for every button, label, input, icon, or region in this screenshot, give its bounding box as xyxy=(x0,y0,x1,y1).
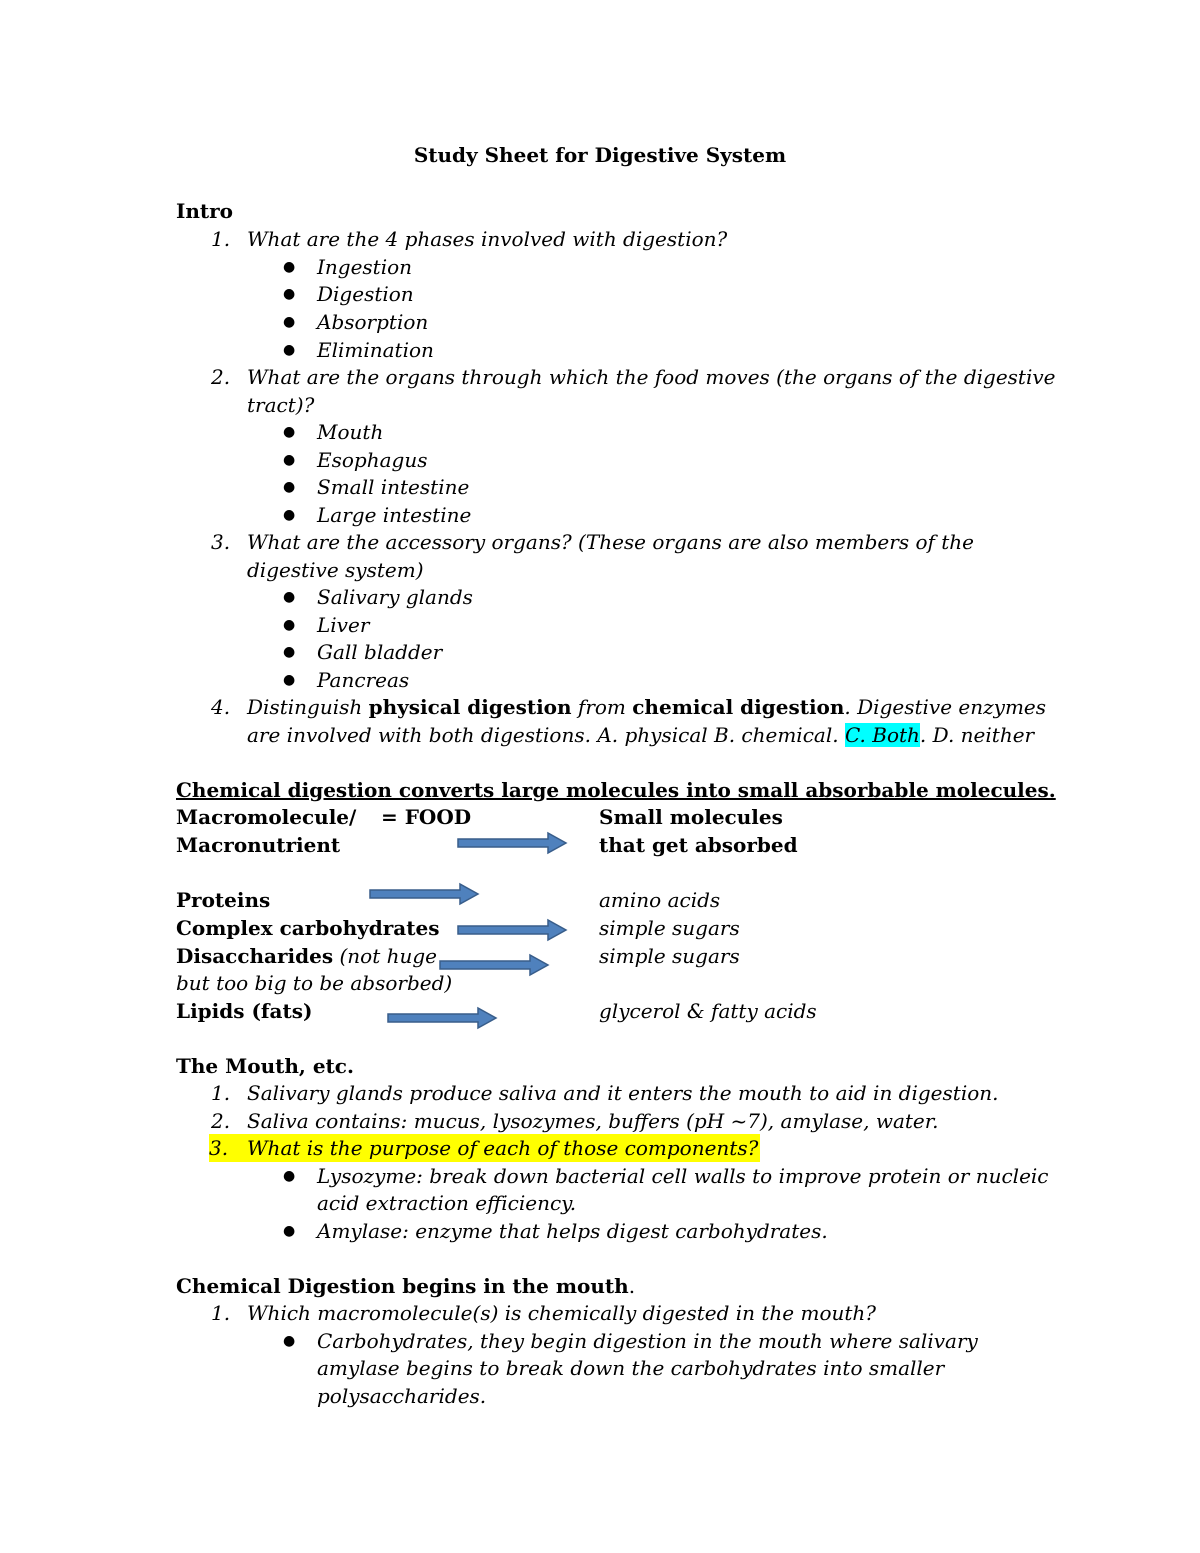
q1-text: What are the 4 phases involved with digestion? xyxy=(247,227,728,251)
q2-text-line2: tract)? xyxy=(247,393,315,417)
begins-q1-number: 1. xyxy=(211,1301,231,1325)
bullet-icon: ● xyxy=(283,1168,296,1184)
glycerol-label: glycerol & fatty acids xyxy=(599,999,817,1023)
begins-heading-line xyxy=(176,1272,635,1300)
complex-carbs-label: Complex carbohydrates xyxy=(176,916,440,940)
mouth-item-number: 1. xyxy=(211,1081,231,1105)
q3-bullet: Liver xyxy=(317,613,370,637)
bullet-icon: ● xyxy=(283,314,296,330)
q1-bullet: Digestion xyxy=(317,282,414,306)
q2-bullet: Small intestine xyxy=(317,475,470,499)
bullet-icon: ● xyxy=(283,479,296,495)
q2-text-line1: What are the organs through which the food moves (the organs of the digestive xyxy=(247,365,1056,389)
begins-heading: Chemical Digestion begins in the mouth xyxy=(176,1274,629,1298)
begins-answer-line2: amylase begins to break down the carbohydrates into smaller xyxy=(317,1356,945,1380)
mouth-item-text: What is the purpose of each of those components? xyxy=(247,1136,759,1160)
q3-text-line2: digestive system) xyxy=(247,558,424,582)
chem-left-header-2: Macronutrient xyxy=(176,833,341,857)
lipids-label: Lipids (fats) xyxy=(176,999,313,1023)
bullet-icon: ● xyxy=(283,617,296,633)
q4-answer-highlight: C. Both xyxy=(844,723,920,747)
arrow-icon xyxy=(438,953,553,977)
mouth-item-number: 2. xyxy=(211,1109,231,1133)
mouth-item-text: Saliva contains: mucus, lysozymes, buffers (pH ~7), amylase, water. xyxy=(247,1109,939,1133)
begins-heading-period: . xyxy=(628,1274,636,1298)
q1-bullet: Ingestion xyxy=(317,255,413,279)
page-title: Study Sheet for Digestive System xyxy=(413,143,787,167)
q4-text-line1 xyxy=(247,693,1046,721)
begins-answer-line3: polysaccharides. xyxy=(317,1384,487,1408)
q2-bullet: Mouth xyxy=(317,420,384,444)
q3-text-line1: What are the accessory organs? (These organs are also members of the xyxy=(247,530,974,554)
begins-answer-line1: Carbohydrates, they begin digestion in the mouth where salivary xyxy=(317,1329,978,1353)
q4-text: Distinguish xyxy=(247,695,369,719)
lysozyme-line1: Lysozyme: break down bacterial cell walls to improve protein or nucleic xyxy=(317,1164,1049,1188)
q2-bullet: Esophagus xyxy=(317,448,428,472)
q4-options-end: . D. neither xyxy=(919,723,1035,747)
bullet-icon: ● xyxy=(283,589,296,605)
disaccharides-line xyxy=(176,942,437,970)
bullet-icon: ● xyxy=(283,259,296,275)
q4-text: from xyxy=(571,695,633,719)
mouth-item-highlighted xyxy=(209,1134,760,1162)
bullet-icon: ● xyxy=(283,644,296,660)
q1-bullet: Elimination xyxy=(317,338,434,362)
disaccharides-label: Disaccharides xyxy=(176,944,334,968)
bullet-icon: ● xyxy=(283,342,296,358)
q1-bullet: Absorption xyxy=(317,310,429,334)
simple-sugars-label: simple sugars xyxy=(599,916,740,940)
mouth-item-number: 3. xyxy=(209,1136,229,1160)
q4-number: 4. xyxy=(211,695,231,719)
disaccharides-note: (not huge xyxy=(333,944,438,968)
bullet-icon: ● xyxy=(283,424,296,440)
q4-physical-term: physical digestion xyxy=(368,695,572,719)
q3-number: 3. xyxy=(211,530,231,554)
arrow-icon xyxy=(386,1006,501,1030)
simple-sugars-label: simple sugars xyxy=(599,944,740,968)
q2-bullet: Large intestine xyxy=(317,503,472,527)
q4-text: . Digestive enzymes xyxy=(844,695,1047,719)
arrow-icon xyxy=(368,882,483,906)
chem-right-header-2: that get absorbed xyxy=(599,833,798,857)
arrow-icon xyxy=(456,831,571,855)
q1-number: 1. xyxy=(211,227,231,251)
q3-bullet: Salivary glands xyxy=(317,585,473,609)
q4-text-line2 xyxy=(247,721,1034,749)
amylase-line: Amylase: enzyme that helps digest carbohydrates. xyxy=(317,1219,828,1243)
bullet-icon: ● xyxy=(283,507,296,523)
chem-right-header: Small molecules xyxy=(599,805,783,829)
q4-options: are involved with both digestions. A. physical B. chemical. xyxy=(247,723,845,747)
bullet-icon: ● xyxy=(283,672,296,688)
q3-bullet: Pancreas xyxy=(317,668,410,692)
q4-chemical-term: chemical digestion xyxy=(632,695,845,719)
chem-left-header: Macromolecule/ xyxy=(176,805,357,829)
q2-number: 2. xyxy=(211,365,231,389)
mouth-heading: The Mouth, etc. xyxy=(176,1054,354,1078)
bullet-icon: ● xyxy=(283,286,296,302)
bullet-icon: ● xyxy=(283,1333,296,1349)
disaccharides-note-2: but too big to be absorbed) xyxy=(176,971,453,995)
chem-heading: Chemical digestion converts large molecules into small absorbable molecules. xyxy=(176,778,1056,802)
arrow-icon xyxy=(456,918,571,942)
q3-bullet: Gall bladder xyxy=(317,640,443,664)
mouth-item-text: Salivary glands produce saliva and it enters the mouth to aid in digestion. xyxy=(247,1081,999,1105)
lysozyme-line2: acid extraction efficiency. xyxy=(317,1191,577,1215)
amino-acids-label: amino acids xyxy=(599,888,721,912)
intro-heading: Intro xyxy=(176,199,234,223)
bullet-icon: ● xyxy=(283,1223,296,1239)
bullet-icon: ● xyxy=(283,452,296,468)
proteins-label: Proteins xyxy=(176,888,271,912)
chem-food-label: = FOOD xyxy=(381,805,472,829)
begins-q1-text: Which macromolecule(s) is chemically digested in the mouth? xyxy=(247,1301,877,1325)
